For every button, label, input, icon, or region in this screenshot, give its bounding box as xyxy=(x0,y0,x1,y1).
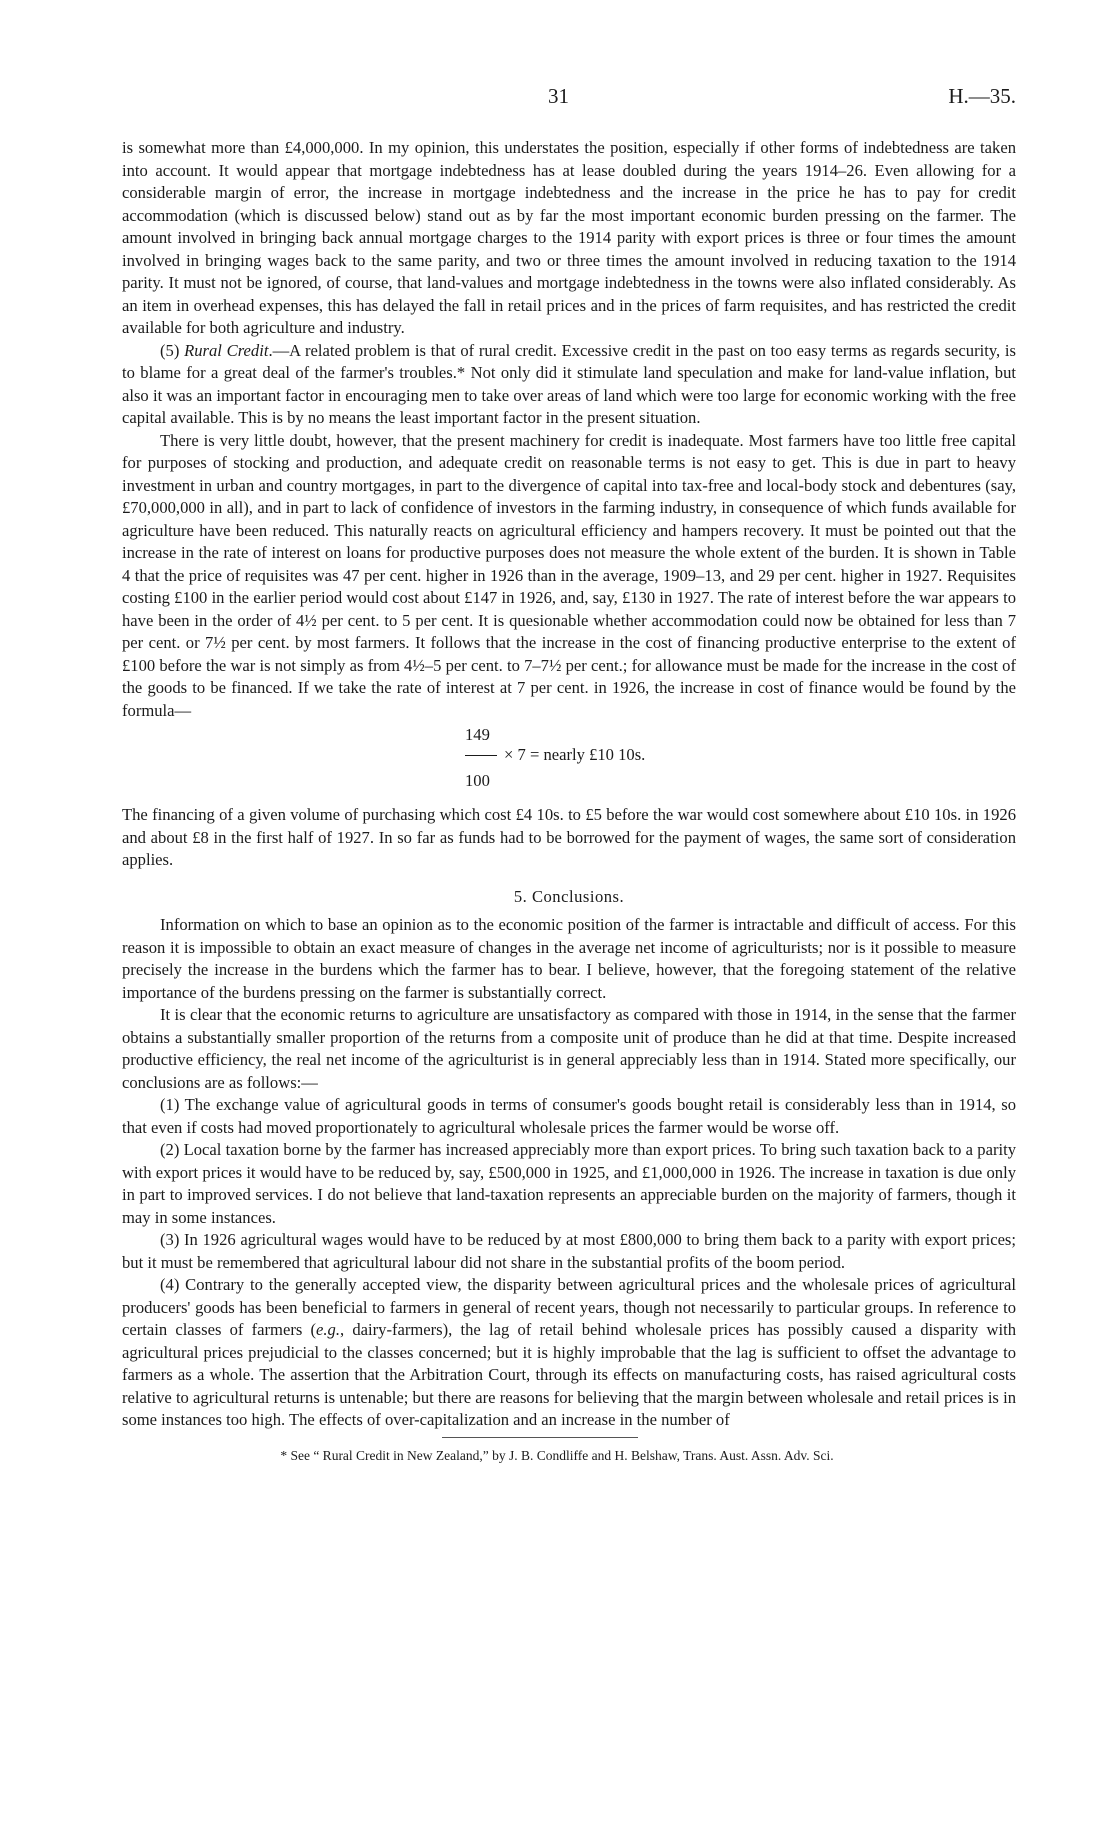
page-header xyxy=(0,84,1114,114)
formula-denominator: 100 xyxy=(465,771,490,790)
point4-text-a: (4) Contrary to the generally accepted view, the disparity between agricultural prices and the wholesale prices of agricultural producers' goods has been beneficial to farmers in general of recent years, though not necessarily to particular groups. In reference to certain classes of farmers ( xyxy=(122,1275,1016,1339)
section-title: 5. Conclusions. xyxy=(513,886,625,906)
point4-text-b: , dairy-farmers), the lag of retail behind wholesale prices has possibly caused a disparity with agricultural prices prejudicial to the classes concerned; but it is highly improbable that the lag is sufficient to offset the advantage to farmers as a whole. The assertion that the Arbitration Court, through its effects on manufacturing costs, has raised agricultural costs relative to agricultural returns is untenable; but there are reasons for believing that the margin between wholesale and retail prices is in some instances too high. The effects of over-capitalization and an increase in the number of xyxy=(122,1320,1016,1429)
formula xyxy=(122,724,1016,804)
footnote: * See “ Rural Credit in New Zealand,” by J. B. Condliffe and H. Belshaw, Trans. Aust. Assn. Adv. Sci. xyxy=(280,1448,834,1463)
page-number: 31 xyxy=(548,84,569,108)
body-text xyxy=(122,137,1016,1432)
conclusion-point-3: (3) In 1926 agricultural wages would have to be reduced by at most £800,000 to bring them back to a parity with export prices; but it must be remembered that agricultural labour did not share in the substantial profits of the boom period. xyxy=(122,1230,1016,1272)
conclusion-paragraph: It is clear that the economic returns to agriculture are unsatisfactory as compared with those in 1914, in the sense that the farmer obtains a substantially smaller proportion of the returns from a composite unit of produce than he did at that time. Despite increased productive efficiency, the real net income of the agriculturist is in general appreciably less than in 1914. Stated more specifically, our conclusions are as follows:— xyxy=(122,1005,1016,1092)
conclusion-point-1: (1) The exchange value of agricultural goods in terms of consumer's goods bought retail is considerably less than in 1914, so that even if costs had moved proportionately to agricultural wholesale prices the farmer would be worse off. xyxy=(122,1095,1016,1137)
conclusion-point-2: (2) Local taxation borne by the farmer has increased appreciably more than export prices. To bring such taxation back to a parity with export prices it would have to be reduced by, say, £500,000 in 1925, and £1,000,000 in 1926. The increase in taxation is due only in part to improved services. I do not believe that land-taxation represents an appreciable burden on the majority of farmers, though it may in some instances. xyxy=(122,1140,1016,1227)
paragraph-after-formula: The financing of a given volume of purchasing which cost £4 10s. to £5 before the war would cost somewhere about £10 10s. in 1926 and about £8 in the first half of 1927. In so far as funds had to be borrowed for the payment of wages, the same sort of consideration applies. xyxy=(122,805,1016,869)
formula-result: × 7 = nearly £10 10s. xyxy=(504,745,646,764)
document-reference: H.—35. xyxy=(948,84,1016,108)
paragraph-credit-machinery: There is very little doubt, however, that the present machinery for credit is inadequate. Most farmers have too little free capital for purposes of stocking and production, and adequate credit on reasonable terms is not easy to get. This is due in part to heavy investment in urban and country mortgages, in part to the divergence of capital into tax-free and local-body stock and debentures (say, £70,000,000 in all), and in part to lack of confidence of investors in the farming industry, in consequence of which funds available for agriculture have been reduced. This naturally reacts on agricultural efficiency and hampers recovery. It must be pointed out that the increase in the rate of interest on loans for productive purposes does not measure the whole extent of the burden. It is shown in Table 4 that the price of requisites was 47 per cent. higher in 1926 than in the average, 1909–13, and 29 per cent. higher in 1927. Requisites costing £100 in the earlier period would cost about £147 in 1926, and, say, £130 in 1927. The rate of interest before the war appears to have been in the order of 4½ per cent. to 5 per cent. It is quesionable whether accommodation could now be obtained for less than 7 per cent. or 7½ per cent. by most farmers. It follows that the increase in the cost of financing productive enterprise to the extent of £100 before the war is not simply as from 4½–5 per cent. to 7–7½ per cent.; for allowance must be made for the increase in the cost of the goods to be financed. If we take the rate of interest at 7 per cent. in 1926, the increase in cost of finance would be found by the formula— xyxy=(122,430,1016,720)
rural-credit-text: .—A related problem is that of rural credit. Excessive credit in the past on too easy terms as regards security, is to blame for a great deal of the farmer's troubles.* Not only did it stimulate land speculation and make for land-value inflation, but also it was an important factor in encouraging men to take over areas of land which were too large for economic working with the free capital available. This is by no means the least important factor in the present situation. xyxy=(122,340,1016,427)
conclusion-paragraph: Information on which to base an opinion as to the economic position of the farmer is intractable and difficult of access. For this reason it is impossible to obtain an exact measure of changes in the average net income of agriculturists; nor is it possible to measure precisely the increase in the burdens which the farmer has to bear. I believe, however, that the foregoing statement of the relative importance of the burdens pressing on the farmer is substantially correct. xyxy=(122,915,1016,1002)
formula-numerator: 149 xyxy=(465,725,490,744)
paragraph-rural-credit xyxy=(122,340,1016,430)
point4-italic: e.g. xyxy=(316,1320,340,1339)
list-number: (5) xyxy=(160,340,185,360)
formula-fraction-bar xyxy=(465,755,497,756)
rural-credit-heading: Rural Credit xyxy=(184,340,269,360)
paragraph-continued: is somewhat more than £4,000,000. In my opinion, this understates the position, especially if other forms of indebtedness are taken into account. It would appear that mortgage indebtedness has at lease doubled during the years 1914–26. Even allowing for a considerable margin of error, the increase in mortgage indebtedness and the increase in the price he has to pay for credit accommodation (which is discussed below) stand out as by far the most important economic burden pressing on the farmer. The amount involved in bringing back annual mortgage charges to the 1914 parity with export prices is three or four times the amount involved in bringing wages back to the same parity, and two or three times the amount involved in reducing taxation to the 1914 parity. It must not be ignored, of course, that land-values and mortgage indebtedness in the towns were also inflated considerably. As an item in overhead expenses, this has delayed the fall in retail prices and in the prices of farm requisites, and has restricted the credit available for both agriculture and industry. xyxy=(122,138,1016,337)
footnote-divider xyxy=(442,1437,638,1438)
conclusion-point-4 xyxy=(122,1274,1016,1432)
